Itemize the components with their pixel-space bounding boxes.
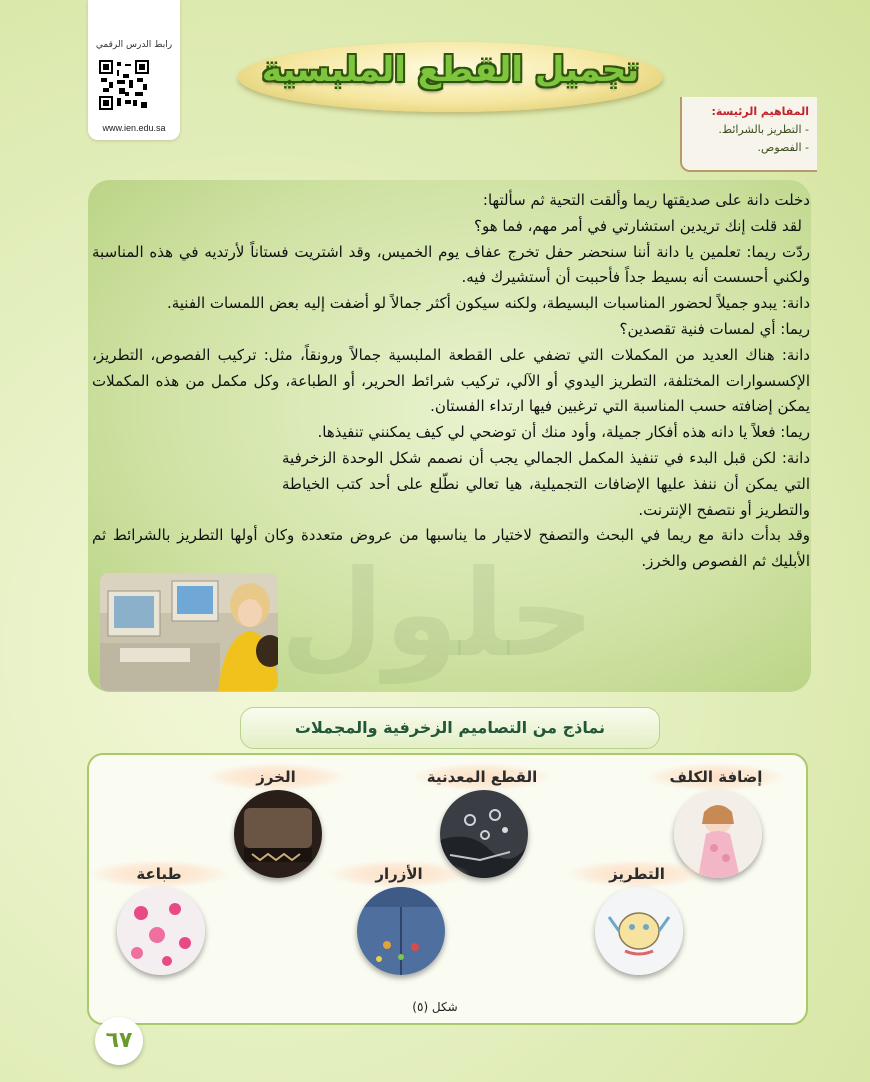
story-paragraph: دانة: لكن قبل البدء في تنفيذ المكمل الجمالي يجب أن نصمم شكل الوحدة الزخرفية التي يمكن أن ننفذ عليها الإضافات التجميلية، هيا تعالي نطّلع على أحد كتب الخياطة والتطريز أو نتصفح الإنترنت.	[282, 448, 810, 519]
decoration-label: الخرز	[206, 763, 346, 791]
key-concept-item: - التطريز بالشرائط.	[718, 123, 809, 136]
story-text	[92, 188, 810, 575]
decoration-label: الأزرار	[329, 860, 469, 888]
printing-image	[117, 887, 205, 975]
story-paragraph: دانة: هناك العديد من المكملات التي تضفي على القطعة الملبسية جمالاً ورونقاً، مثل: تركيب الفصوص، التطريز، الإكسسوارات المختلفة، التطريز اليدوي أو الآلي، تركيب شرائط الحرير، أو الطباعة، وكل مكمل من هذه المكملات يمكن إضافته حسب المناسبة التي ترغبين فيها ارتداء الفستان.	[92, 345, 810, 416]
key-concepts-heading: المفاهيم الرئيسة:	[711, 105, 809, 118]
story-paragraph: ردّت ريما: تعلمين يا دانة أننا سنحضر حفل تخرج عفاف يوم الخميس، وقد اشتريت فستاناً لأرتديه في هذه المناسبة ولكني أحسست أنه بسيط جداً فأحببت أن أستشيرك فيه.	[92, 242, 810, 287]
story-paragraph: دخلت دانة على صديقتها ريما وألقت التحية ثم سألتها:	[482, 191, 810, 209]
story-paragraph: لقد قلت إنك تريدين استشارتي في أمر مهم، فما هو؟	[474, 216, 802, 235]
page-title: تجميل القطع الملبسية	[261, 50, 640, 90]
story-paragraph: ريما: أي لمسات فنية تقصدين؟	[619, 319, 810, 338]
key-concepts-box	[680, 97, 817, 172]
qr-panel	[88, 0, 180, 140]
embroidery-image	[595, 887, 683, 975]
key-concept-item: - الفصوص.	[757, 141, 809, 154]
page-number: ٦٧	[95, 1017, 143, 1065]
qr-url[interactable]: www.ien.edu.sa	[102, 123, 166, 133]
beads-image	[234, 790, 322, 878]
decoration-label: طباعة	[89, 860, 229, 888]
decoration-label: إضافة الكلف	[646, 763, 786, 791]
decoration-label: التطريز	[567, 860, 707, 888]
decorations-panel	[87, 753, 808, 1025]
girls-at-computer-photo	[100, 573, 278, 691]
decoration-item	[567, 860, 707, 980]
buttons-image	[357, 887, 445, 975]
story-paragraph: ريما: فعلاً يا دانه هذه أفكار جميلة، وأود منك أن توضحي لي كيف يمكنني تنفيذها.	[317, 423, 810, 442]
story-paragraph: دانة: يبدو جميلاً لحضور المناسبات البسيطة، ولكنه سيكون أكثر جمالاً لو أضفت إليه بعض اللمسات الفنية.	[166, 294, 810, 313]
story-paragraph: وقد بدأت دانة مع ريما في البحث والتصفح لاختيار ما يناسبها من عروض متعددة وكان أولها التطريز بالشرائط ثم الأبليك ثم الفصوص والخرز.	[92, 526, 810, 571]
decoration-item	[89, 860, 229, 980]
decoration-item	[329, 860, 469, 980]
decoration-label: القطع المعدنية	[412, 763, 552, 791]
figure-caption: شكل (٥)	[412, 1000, 458, 1014]
qr-code-icon[interactable]	[99, 60, 149, 110]
qr-label: رابط الدرس الرقمي	[95, 40, 173, 50]
section-title: نماذج من التصاميم الزخرفية والمجملات	[240, 707, 660, 749]
